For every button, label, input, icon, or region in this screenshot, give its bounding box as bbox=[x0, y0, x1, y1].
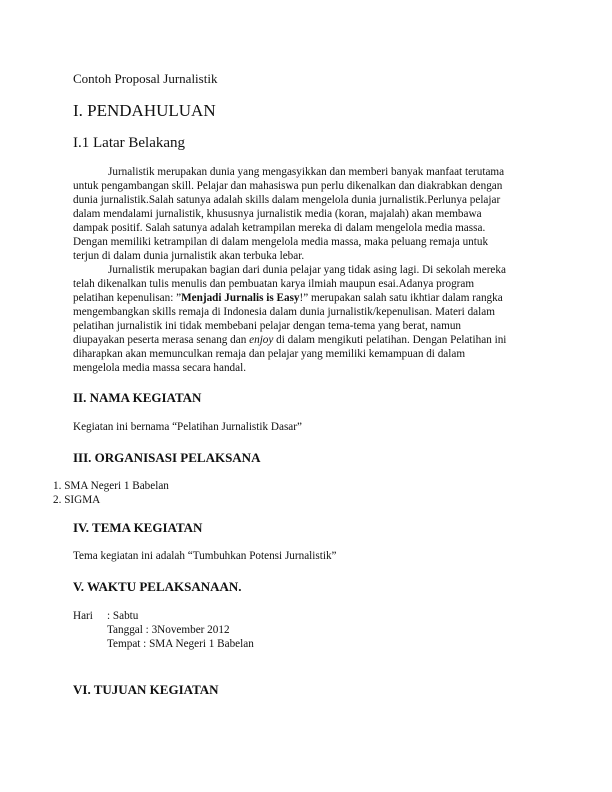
paragraph-line: diharapkan akan memunculkan remaja dan pelajar yang memiliki kemampuan di dalam bbox=[73, 348, 466, 360]
line-segment: pelatihan kepenulisan: ” bbox=[73, 292, 182, 304]
list-item: 2. SIGMA bbox=[53, 494, 101, 506]
paragraph-line: mengelola media massa secara handal. bbox=[73, 362, 247, 374]
paragraph-line: mengembangkan skills remaja di Indonesia dalam dunia jurnalistik/kepenulisan. Materi dalam bbox=[73, 306, 495, 318]
section-heading-waktu-pelaksanaan: V. WAKTU PELAKSANAAN. bbox=[73, 579, 242, 594]
program-name-bold: Menjadi Jurnalis is Easy bbox=[181, 292, 300, 304]
list-item: 1. SMA Negeri 1 Babelan bbox=[53, 480, 169, 492]
paragraph-line: Jurnalistik merupakan bagian dari dunia pelajar yang tidak asing lagi. Di sekolah mereka bbox=[108, 264, 506, 276]
paragraph-line: dampak positif. Salah satunya adalah ketrampilan mereka di dalam mengelola media massa. bbox=[73, 222, 486, 234]
nama-kegiatan-text: Kegiatan ini bernama “Pelatihan Jurnalistik Dasar” bbox=[73, 421, 302, 433]
hari-label: Hari bbox=[73, 610, 93, 622]
paragraph-line: dunia jurnalistik.Salah satunya adalah skills dalam mengelola dunia jurnalistik.Perlunya pelajar bbox=[73, 194, 501, 206]
paragraph-line: terjun di dalam dunia jurnalistik akan terbuka lebar. bbox=[73, 250, 305, 262]
paragraph-line: telah dikenalkan tulis menulis dan pembuatan karya ilmiah maupun esai.Adanya program bbox=[73, 278, 475, 290]
line-segment: !” merupakan salah satu ikhtiar dalam rangka bbox=[299, 292, 503, 304]
section-heading-nama-kegiatan: II. NAMA KEGIATAN bbox=[73, 390, 202, 405]
hari-value: : Sabtu bbox=[107, 610, 139, 622]
paragraph-line bbox=[73, 292, 503, 305]
section-heading-organisasi-pelaksana: III. ORGANISASI PELAKSANA bbox=[73, 450, 261, 465]
section-heading-pendahuluan: I. PENDAHULUAN bbox=[73, 101, 216, 120]
paragraph-line: Jurnalistik merupakan dunia yang mengasyikkan dan memberi banyak manfaat terutama bbox=[108, 166, 505, 178]
subsection-heading-latar-belakang: I.1 Latar Belakang bbox=[73, 135, 186, 151]
enjoy-italic: enjoy bbox=[249, 334, 274, 346]
tanggal-line: Tanggal : 3November 2012 bbox=[107, 624, 230, 636]
line-segment: di dalam mengikuti pelatihan. Dengan Pelatihan ini bbox=[273, 334, 507, 346]
paragraph-line: untuk pengambangan skill. Pelajar dan mahasiswa pun perlu dikenalkan dan diakrabkan dengan bbox=[73, 180, 503, 192]
tempat-line: Tempat : SMA Negeri 1 Babelan bbox=[107, 638, 254, 650]
paragraph-line: Dengan memiliki ketrampilan di dalam mengelola media massa, maka peluang remaja untuk bbox=[73, 236, 489, 248]
tema-kegiatan-text: Tema kegiatan ini adalah “Tumbuhkan Potensi Jurnalistik” bbox=[73, 550, 337, 562]
line-segment: diupayakan peserta merasa senang dan bbox=[73, 334, 250, 346]
paragraph-line bbox=[73, 334, 506, 347]
paragraph-line: pelatihan jurnalistik ini tidak membebani pelajar dengan tema-tema yang berat, namun bbox=[73, 320, 462, 332]
section-heading-tema-kegiatan: IV. TEMA KEGIATAN bbox=[73, 520, 203, 535]
document-title: Contoh Proposal Jurnalistik bbox=[73, 71, 218, 86]
section-heading-tujuan-kegiatan: VI. TUJUAN KEGIATAN bbox=[73, 682, 219, 697]
paragraph-line: dalam mendalami jurnalistik, khususnya jurnalistik media (koran, majalah) akan membawa bbox=[73, 208, 482, 220]
